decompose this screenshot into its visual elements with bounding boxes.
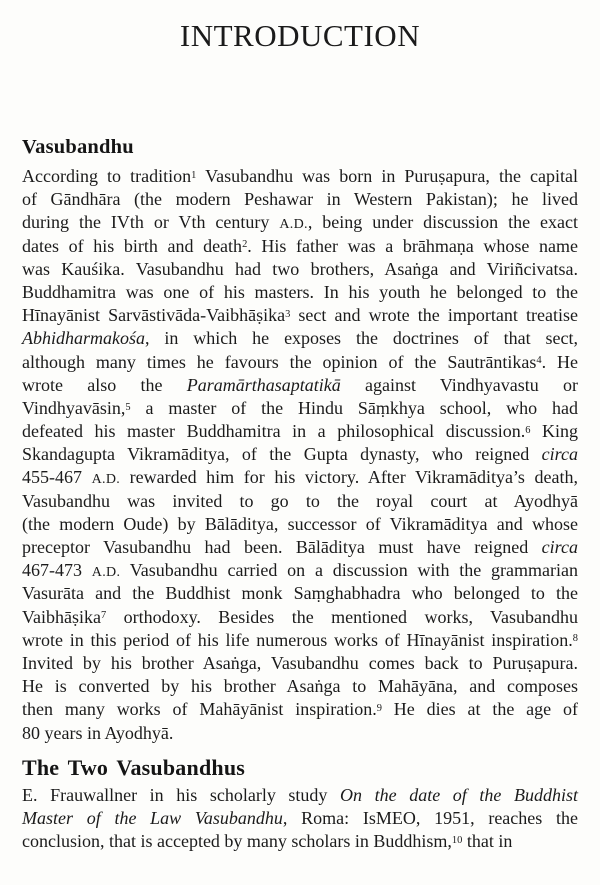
text-line: According to tradition$^1$ Vasubandhu was born in Puruṣapura, the capital xyxy=(22,166,578,186)
text-line: was Kauśika. Vasubandhu had two brothers, Asaṅga and Viriñcivatsa. xyxy=(22,258,578,279)
text-line: Skandagupta Vikramāditya, of the Gupta dynasty, who reigned circa xyxy=(22,444,578,465)
text-line: 80 years in Ayodhyā. xyxy=(22,722,174,743)
text-line: defeated his master Buddhamitra in a philosophical discussion.$^6$ King xyxy=(22,421,578,442)
text-line: Hīnayānist Sarvāstivāda-Vaibhāṣika$^3$ sect and wrote the important treatise xyxy=(22,305,578,326)
text-line: of Gāndhāra (the modern Peshawar in Western Pakistan); he lived xyxy=(22,189,578,210)
text-line: Vindhyavāsin,$^5$ a master of the Hindu Sāṃkhya school, who had xyxy=(22,397,578,418)
text-line: during the IVth or Vth century A.D., being under discussion the exact xyxy=(22,212,578,233)
text-line: wrote also the Paramārthasaptatikā against Vindhyavastu or xyxy=(22,374,579,395)
text-line: Abhidharmakośa, in which he exposes the doctrines of that sect, xyxy=(22,328,578,349)
text-line: E. Frauwallner in his scholarly study On the date of the Buddhist xyxy=(22,785,578,805)
text-line: (the modern Oude) by Bālāditya, successor of Vikramāditya and whose xyxy=(22,513,578,534)
text-line: preceptor Vasubandhu had been. Bālāditya must have reigned circa xyxy=(22,537,578,557)
text-line: 467-473 A.D. Vasubandhu carried on a discussion with the grammarian xyxy=(22,560,578,581)
text-line: Buddhamitra was one of his masters. In his youth he belonged to the xyxy=(22,281,578,302)
text-line: Vaibhāṣika$^7$ orthodoxy. Besides the mentioned works, Vasubandhu xyxy=(22,606,578,627)
text-line: 455-467 A.D. rewarded him for his victory. After Vikramāditya’s death, xyxy=(22,467,578,488)
text-line: although many times he favours the opinion of the Sautrāntikas$^4$. He xyxy=(22,351,578,372)
page-title: INTRODUCTION xyxy=(179,18,421,53)
section-body-vasubandhu xyxy=(22,165,578,745)
text-line: Invited by his brother Asaṅga, Vasubandhu comes back to Puruṣapura. xyxy=(22,652,578,673)
text-line: dates of his birth and death$^2$. His father was a brāhmaṇa whose name xyxy=(22,235,579,256)
text-line: then many works of Mahāyānist inspiration.$^9$ He dies at the age of xyxy=(22,699,578,720)
section-body-two-vasubandhus xyxy=(22,784,578,854)
text-line: wrote in this period of his life numerous works of Hīnayānist inspiration.$^8$ xyxy=(22,629,578,650)
section-heading-vasubandhu: Vasubandhu xyxy=(22,136,134,158)
text-line: Master of the Law Vasubandhu, Roma: IsMEO, 1951, reaches the xyxy=(22,808,578,829)
text-line: Vasurāta and the Buddhist monk Saṃghabhadra who belonged to the xyxy=(22,583,578,604)
text-line: Vasubandhu was invited to go to the royal court at Ayodhyā xyxy=(22,490,578,511)
text-line: He is converted by his brother Asaṅga to Mahāyāna, and composes xyxy=(22,676,578,697)
section-heading-two-vasubandhus: The Two Vasubandhus xyxy=(22,755,246,780)
text-line: conclusion, that is accepted by many scholars in Buddhism,$^{10}$ that in xyxy=(22,831,513,852)
